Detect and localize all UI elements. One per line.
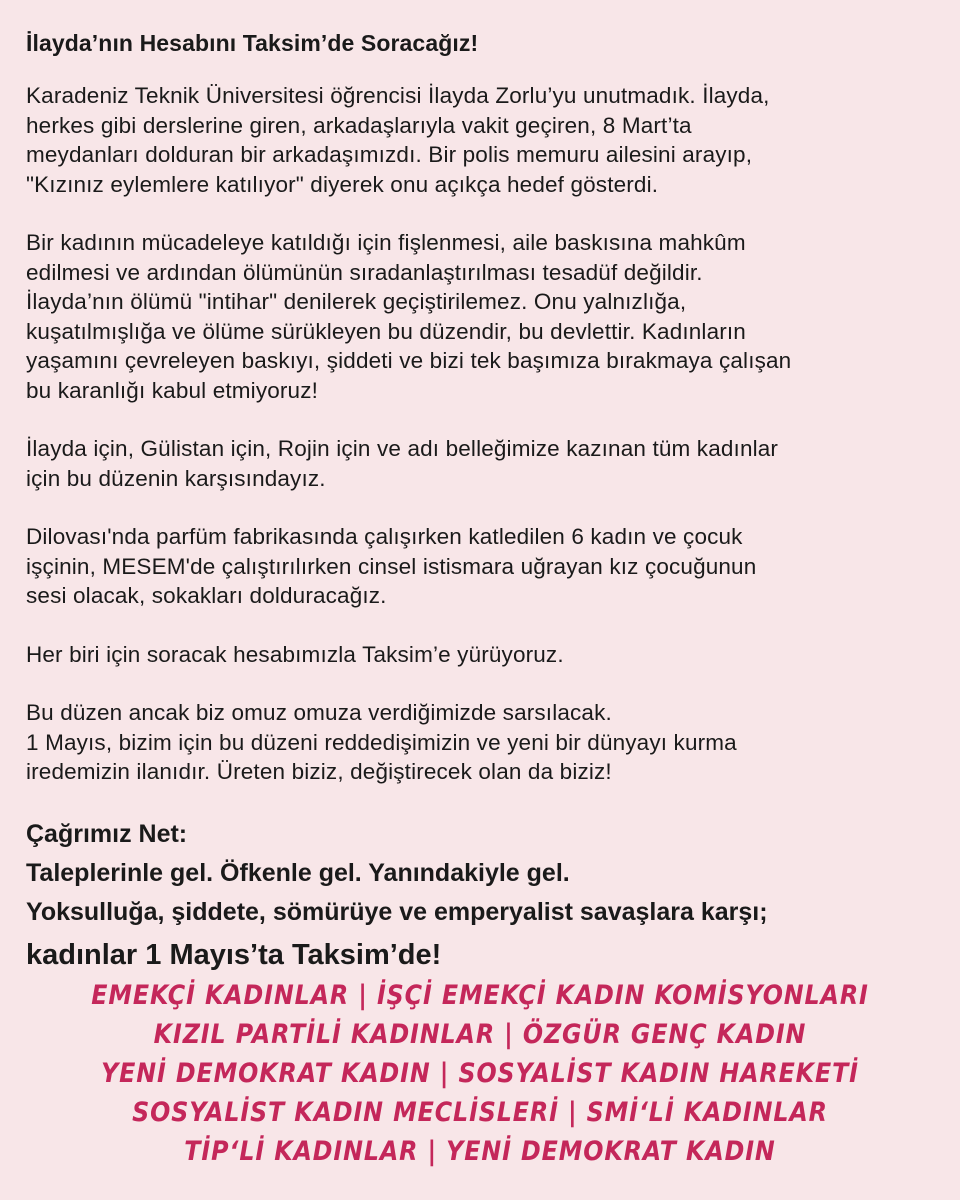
- signatory-line-1: EMEKÇİ KADINLAR | İŞÇİ EMEKÇİ KADIN KOMİSYONLARI: [91, 980, 869, 1011]
- call-heading: Çağrımız Net:: [26, 819, 188, 848]
- statement-title: İlayda’nın Hesabını Taksim’de Soracağız!: [26, 30, 479, 56]
- signatory-line-4: SOSYALİST KADIN MECLİSLERİ | SMİ‘Lİ KADINLAR: [132, 1097, 828, 1128]
- signatory-line-3: YENİ DEMOKRAT KADIN | SOSYALİST KADIN HAREKETİ: [101, 1058, 859, 1089]
- paragraph-6: Bu düzen ancak biz omuz omuza verdiğimizde sarsılacak. 1 Mayıs, bizim için bu düzeni reddedişimizin ve yeni bir dünyayı kurma iredemizin ilanıdır. Üreten biziz, değiştirecek olan da biziz!: [26, 700, 737, 784]
- paragraph-2: Bir kadının mücadeleye katıldığı için fişlenmesi, aile baskısına mahkûm edilmesi ve ardından ölümünün sıradanlaştırılması tesadüf değildir. İlayda’nın ölümü "intihar" denilerek geçiştirilemez. Onu yalnızlığa, kuşatılmışlığa ve ölüme sürükleyen bu düzendir, bu devlettir. Kadınların yaşamını çevreleyen baskıyı, şiddeti ve bizi tek başımıza bırakmaya çalışan bu karanlığı kabul etmiyoruz!: [26, 230, 792, 403]
- call-line-1: Taleplerinle gel. Öfkenle gel. Yanındakiyle gel.: [26, 858, 570, 887]
- paragraph-5: Her biri için soracak hesabımızla Taksim’e yürüyoruz.: [26, 641, 564, 667]
- signatory-line-2: KIZIL PARTİLİ KADINLAR | ÖZGÜR GENÇ KADIN: [153, 1019, 807, 1050]
- paragraph-3: İlayda için, Gülistan için, Rojin için ve adı belleğimize kazınan tüm kadınlar için bu düzenin karşısındayız.: [26, 436, 779, 491]
- call-line-3: kadınlar 1 Mayıs’ta Taksim’de!: [26, 938, 442, 971]
- paragraph-4: Dilovası'nda parfüm fabrikasında çalışırken katledilen 6 kadın ve çocuk işçinin, MESEM'de çalıştırılırken cinsel istismara uğrayan kız çocuğunun sesi olacak, sokakları dolduracağız.: [26, 524, 757, 608]
- signatory-line-5: TİP‘Lİ KADINLAR | YENİ DEMOKRAT KADIN: [184, 1136, 776, 1167]
- call-section: [26, 816, 936, 977]
- signatories-list: [0, 976, 960, 1171]
- call-line-2: Yoksulluğa, şiddete, sömürüye ve emperyalist savaşlara karşı;: [26, 897, 768, 926]
- paragraph-1: Karadeniz Teknik Üniversitesi öğrencisi İlayda Zorlu’yu unutmadık. İlayda, herkes gibi derslerine giren, arkadaşlarıyla vakit geçiren, 8 Mart’ta meydanları dolduran bir arkadaşımızdı. Bir polis memuru ailesini arayıp, "Kızınız eylemlere katılıyor" diyerek onu açıkça hedef gösterdi.: [26, 83, 770, 197]
